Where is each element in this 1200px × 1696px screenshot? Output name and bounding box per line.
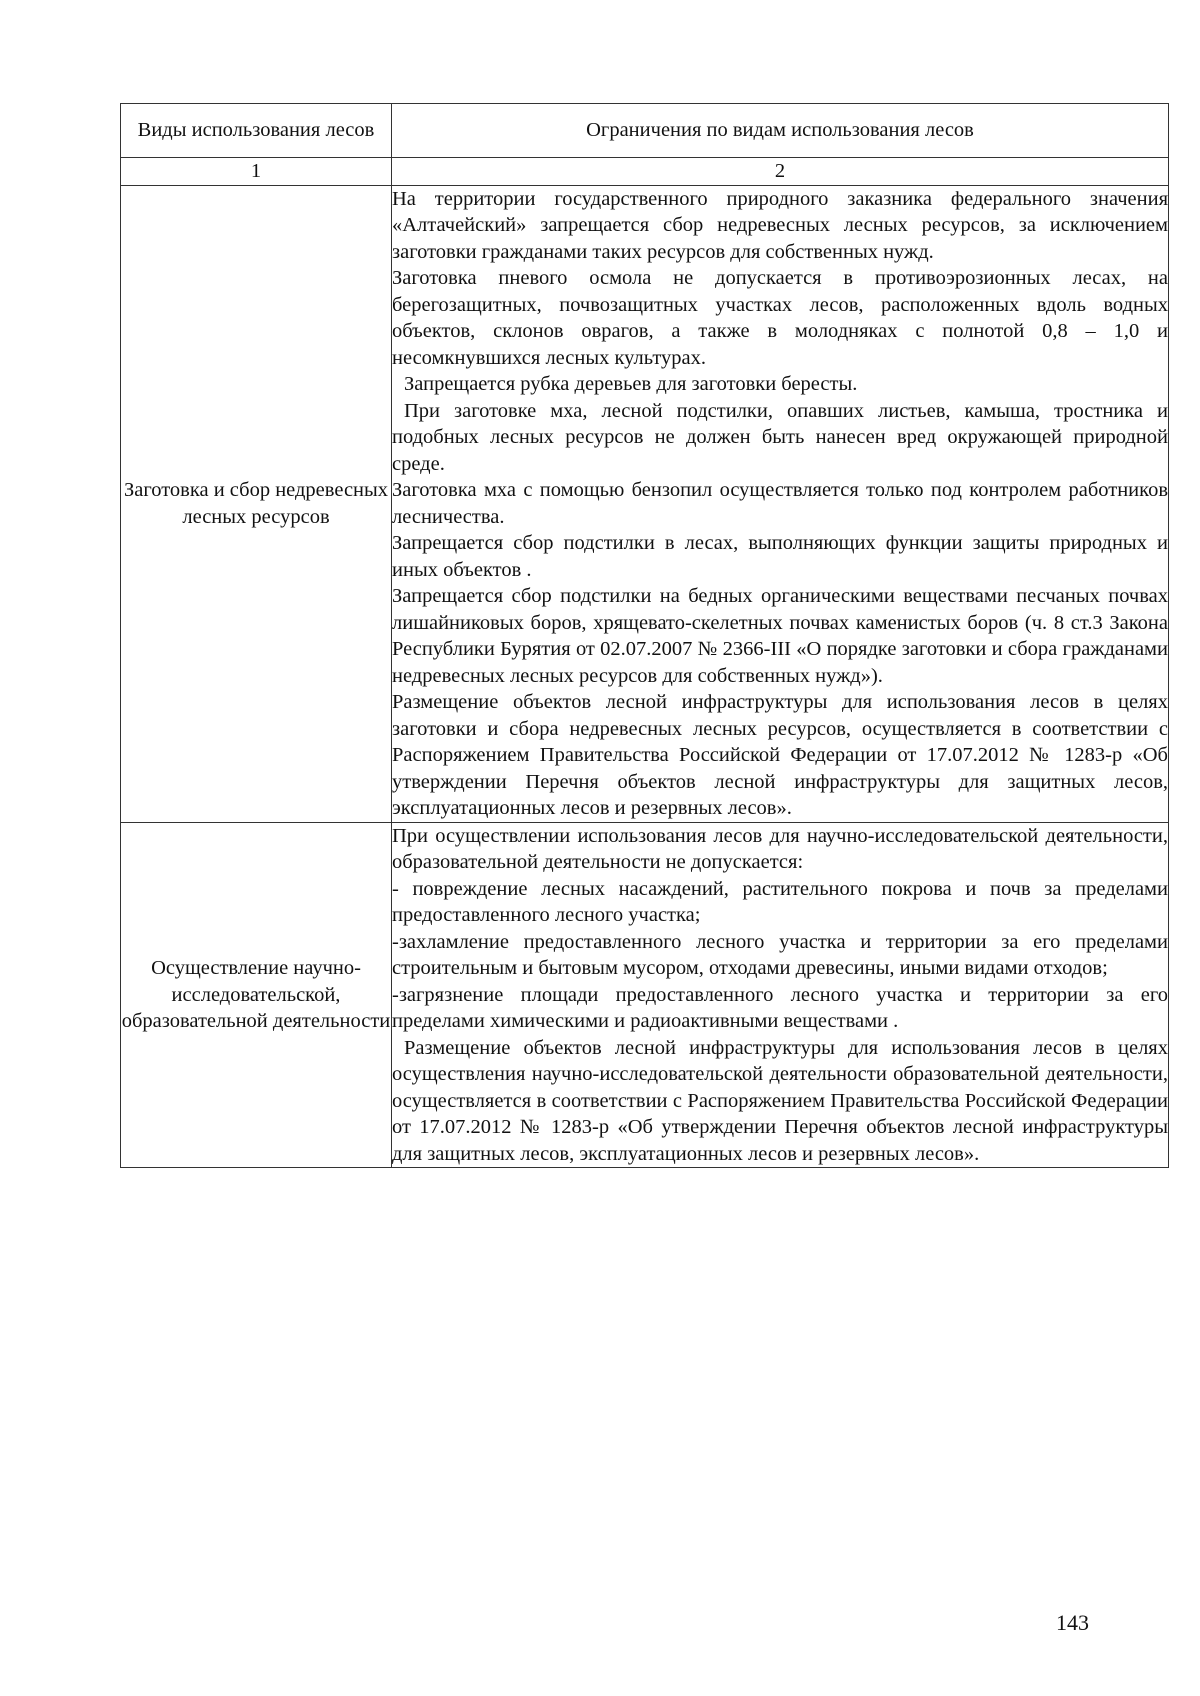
restriction-paragraph: Запрещается сбор подстилки на бедных органическими веществами песчаных почвах лишайниковых боров, хрящевато-скелетных почвах каменистых боров (ч. 8 ст.3 Закона Республики Бурятия от 02.07.2007 № 2366-III «О порядке заготовки и сбора гражданами недревесных лесных ресурсов для собственных нужд»). [392, 585, 1168, 687]
column-number-1: 1 [121, 158, 392, 186]
restriction-paragraph: -загрязнение площади предоставленного лесного участка и территории за его пределами химическими и радиоактивными веществами . [392, 983, 1168, 1032]
restrictions-cell [392, 822, 1169, 1168]
restriction-paragraph: Размещение объектов лесной инфраструктуры для использования лесов в целях заготовки и сбора недревесных лесных ресурсов, осуществляется в соответствии с Распоряжением Правительства Российской Федерации от 17.07.2012 № 1283-р «Об утверждении Перечня объектов лесной инфраструктуры для защитных лесов, эксплуатационных лесов и резервных лесов». [392, 691, 1168, 819]
restriction-paragraph: На территории государственного природного заказника федерального значения «Алтачейский» запрещается сбор недревесных лесных ресурсов, за исключением заготовки гражданами таких ресурсов для собственных нужд. [392, 187, 1168, 263]
forest-use-restrictions-table [120, 103, 1169, 1168]
restriction-paragraph: - повреждение лесных насаждений, растительного покрова и почв за пределами предоставленного лесного участка; [392, 877, 1168, 926]
restriction-paragraph: При заготовке мха, лесной подстилки, опавших листьев, камыша, тростника и подобных лесных ресурсов не должен быть нанесен вред окружающей природной среде. [392, 399, 1168, 475]
usage-type-cell: Заготовка и сбор недревесных лесных ресурсов [121, 185, 392, 822]
restriction-paragraph: -захламление предоставленного лесного участка и территории за его пределами строительным и бытовым мусором, отходами древесины, иными видами отходов; [392, 930, 1168, 979]
column-number-row [121, 158, 1169, 186]
restrictions-cell [392, 185, 1169, 822]
page-number: 143 [1056, 1610, 1089, 1635]
restriction-paragraph: При осуществлении использования лесов для научно-исследовательской деятельности, образовательной деятельности не допускается: [392, 824, 1168, 873]
column-number-2: 2 [392, 158, 1169, 186]
restriction-paragraph: Размещение объектов лесной инфраструктуры для использования лесов в целях осуществления научно-исследовательской деятельности образовательной деятельности, осуществляется в соответствии с Распоряжением Правительства Российской Федерации от 17.07.2012 № 1283-р «Об утверждении Перечня объектов лесной инфраструктуры для защитных лесов, эксплуатационных лесов и резервных лесов». [392, 1036, 1168, 1165]
table-row [121, 185, 1169, 822]
usage-type-cell: Осуществление научно-исследовательской, образовательной деятельности [121, 822, 392, 1168]
column-header-restrictions: Ограничения по видам использования лесов [392, 104, 1169, 158]
restriction-paragraph: Запрещается рубка деревьев для заготовки бересты. [404, 373, 858, 395]
restriction-paragraph: Запрещается сбор подстилки в лесах, выполняющих функции защиты природных и иных объектов . [392, 532, 1168, 581]
column-header-usage-types: Виды использования лесов [121, 104, 392, 158]
table-header-row [121, 104, 1169, 158]
table-row [121, 822, 1169, 1168]
restriction-paragraph: Заготовка пневого осмола не допускается в противоэрозионных лесах, на берегозащитных, почвозащитных участках лесов, расположенных вдоль водных объектов, склонов оврагов, а также в молодняках с полнотой 0,8 – 1,0 и несомкнувшихся лесных культурах. [392, 267, 1168, 369]
restriction-paragraph: Заготовка мха с помощью бензопил осуществляется только под контролем работников лесничества. [392, 479, 1168, 528]
